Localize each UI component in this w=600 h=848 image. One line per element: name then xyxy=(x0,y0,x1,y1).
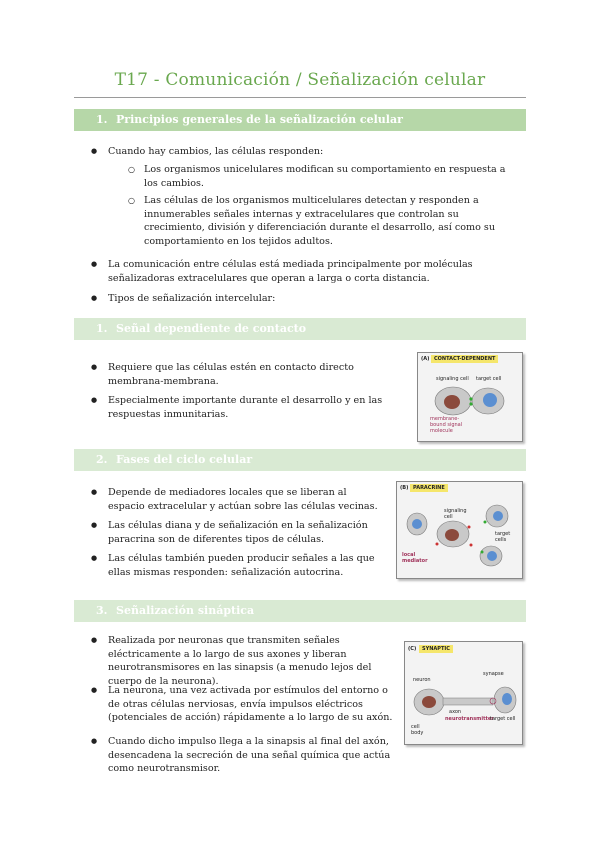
axon-label: axon xyxy=(449,709,462,715)
section-number: 2. xyxy=(96,453,108,466)
target-cell-label: target cell xyxy=(490,716,516,722)
page-title: T17 - Comunicación / Señalización celular xyxy=(114,70,486,90)
contact-bullet-1: ● Requiere que las células estén en contacto directo membrana-membrana. xyxy=(108,361,378,388)
section-number: 1. xyxy=(96,322,108,335)
intro-sub-2: ○ Las células de los organismos multicelulares detectan y responden a innumerables señales internas y extracelulares que controlan su crecimiento, división y diferenciación durante el desarrollo, así como su comportamiento en los tejidos adultos. xyxy=(144,194,516,248)
section-title: Principios generales de la señalización celular xyxy=(116,113,403,126)
neurotransmitter-label: neurotransmitter xyxy=(445,716,494,722)
section-number: 1. xyxy=(96,113,108,126)
synapse-label: synapse xyxy=(483,671,504,677)
signaling-cell-label: signaling cell xyxy=(436,376,469,382)
paracrine-bullet-2: ● Las células diana y de señalización en la señalización paracrina son de diferentes tipos de células. xyxy=(108,519,380,546)
contact-bullet-2: ● Especialmente importante durante el desarrollo y en las respuestas inmunitarias. xyxy=(108,394,408,421)
paracrine-bullet-1: ● Depende de mediadores locales que se liberan al espacio extracelular y actúan sobre las células vecinas. xyxy=(108,486,380,513)
cell-body-label: cell body xyxy=(411,724,424,736)
paracrine-bullet-3: ● Las células también pueden producir señales a las que ellas mismas responden: señalización autocrina. xyxy=(108,552,380,579)
paracrine-figure xyxy=(396,481,523,579)
intro-bullet-3: ● Tipos de señalización intercelular: xyxy=(108,292,508,306)
synaptic-figure xyxy=(404,641,523,745)
section-heading-synaptic xyxy=(74,600,526,622)
section-title: Señalización sináptica xyxy=(116,604,255,617)
section-heading-cycle xyxy=(74,449,526,471)
figure-tag: PARACRINE xyxy=(410,484,448,492)
title-divider xyxy=(74,97,526,98)
section-heading-principles xyxy=(74,109,526,131)
section-heading-contact xyxy=(74,318,526,340)
section-number: 3. xyxy=(96,604,108,617)
target-cells-label: target cells xyxy=(495,531,511,543)
local-mediator-label: local mediator xyxy=(402,552,428,564)
section-title: Fases del ciclo celular xyxy=(116,453,253,466)
target-cell-label: target cell xyxy=(476,376,502,382)
membrane-bound-signal-label: membrane-bound signal molecule xyxy=(430,416,463,434)
intro-sub-1: ○ Los organismos unicelulares modifican su comportamiento en respuesta a los cambios. xyxy=(144,163,514,190)
figure-letter: (B) xyxy=(400,485,409,491)
figure-tag: SYNAPTIC xyxy=(419,645,453,653)
signaling-cell-label: signaling cell xyxy=(444,508,467,520)
figure-letter: (A) xyxy=(421,356,430,362)
synaptic-bullet-3: ● Cuando dicho impulso llega a la sinapsis al final del axón, desencadena la secreción de una señal química que actúa como neurotransmisor. xyxy=(108,735,394,776)
figure-tag: CONTACT-DEPENDENT xyxy=(431,355,498,363)
contact-dependent-figure xyxy=(417,352,523,442)
section-title: Señal dependiente de contacto xyxy=(116,322,307,335)
intro-bullet-2: ● La comunicación entre células está mediada principalmente por moléculas señalizadoras extracelulares que operan a larga o corta distancia. xyxy=(108,258,513,285)
neuron-label: neuron xyxy=(413,677,431,683)
synaptic-bullet-2: ● La neurona, una vez activada por estímulos del entorno o de otras células nerviosas, envía impulsos eléctricos (potenciales de acción) rápidamente a lo largo de su axón. xyxy=(108,684,394,725)
synaptic-bullet-1: ● Realizada por neuronas que transmiten señales eléctricamente a lo largo de sus axones y liberan neurotransmisores en las sinapsis (a menudo lejos del cuerpo de la neurona). xyxy=(108,634,394,688)
intro-bullet-1: ● Cuando hay cambios, las células responden: xyxy=(108,145,508,159)
figure-letter: (C) xyxy=(408,646,417,652)
